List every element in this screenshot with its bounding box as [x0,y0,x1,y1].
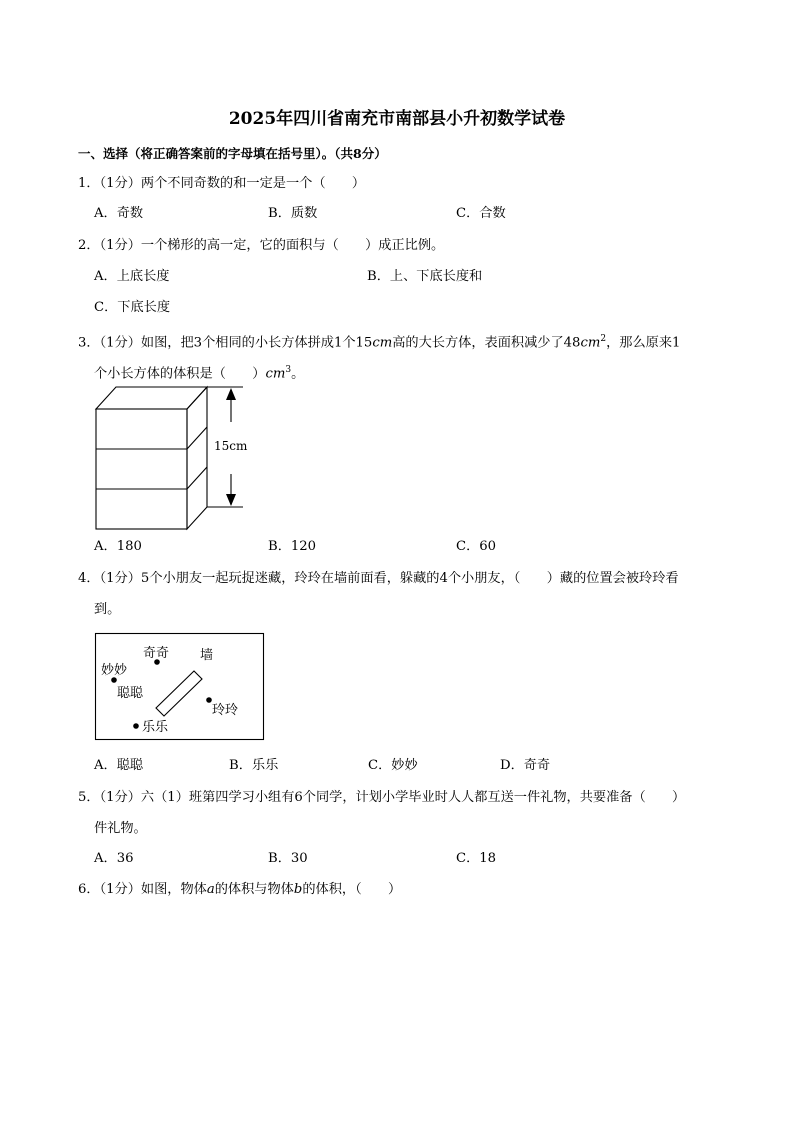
arrow-up-icon [226,388,236,400]
question-3-option-c[interactable]: C．60 [456,539,497,554]
question-2-option-b[interactable]: B．上、下底长度和 [367,269,483,284]
question-5-line-2: 件礼物。 [94,821,147,836]
wall-shape [156,671,202,716]
question-2-text: 2．（1分）一个梯形的高一定，它的面积与（ ）成正比例。 [78,238,445,253]
question-4-option-d[interactable]: D．奇奇 [500,758,551,773]
question-4-line-1: 4．（1分）5个小朋友一起玩捉迷藏，玲玲在墙前面看，躲藏的4个小朋友，（ ）藏的位置会被玲玲看 [78,571,679,586]
miaomiao-label: 妙妙 [101,663,128,678]
question-1-option-b[interactable]: B．质数 [268,206,318,221]
side-divider-2 [187,467,207,489]
question-1-option-c[interactable]: C．合数 [456,206,506,221]
lingling-dot [206,697,212,703]
wall-label: 墙 [200,648,214,663]
hide-and-seek-figure [94,632,266,742]
question-4-option-a[interactable]: A．聪聪 [94,758,144,773]
question-3-option-b[interactable]: B．120 [268,539,317,554]
congcong-label: 聪聪 [117,686,144,701]
page-title: 2025年四川省南充市南部县小升初数学试卷 [228,109,566,129]
question-4-option-c[interactable]: C．妙妙 [368,758,418,773]
qiqi-label: 奇奇 [143,646,170,661]
question-1-option-a[interactable]: A．奇数 [94,206,144,221]
question-1-text: 1．（1分）两个不同奇数的和一定是一个（ ） [78,176,366,191]
question-4-line-2: 到。 [94,602,121,617]
lingling-label: 玲玲 [212,703,239,718]
question-5-option-c[interactable]: C．18 [456,851,497,866]
question-5-option-b[interactable]: B．30 [268,851,308,866]
cuboid-front-face [96,409,187,529]
question-3-option-a[interactable]: A．180 [94,539,142,554]
lele-label: 乐乐 [142,720,169,735]
question-3-line-1: 3．（1分）如图，把3个相同的小长方体拼成1个15cm高的大长方体，表面积减少了$48cm^2$，那么原来1 [78,334,681,351]
lele-dot [133,723,139,729]
question-2-option-a[interactable]: A．上底长度 [94,269,170,284]
side-divider-1 [187,427,207,449]
stacked-cuboid-figure [80,380,280,540]
question-4-option-b[interactable]: B．乐乐 [229,758,279,773]
section-heading: 一、选择（将正确答案前的字母填在括号里）。（共8分） [78,146,387,161]
question-6-text: 6．（1分）如图，物体a的体积与物体b的体积，（ ） [78,882,402,897]
height-label: 15cm [214,439,248,453]
arrow-down-icon [226,494,236,506]
question-5-line-1: 5．（1分）六（1）班第四学习小组有6个同学，计划小学毕业时人人都互送一件礼物，共要准备（ ） [78,790,686,805]
question-3-line-2: 个小长方体的体积是（ ）$cm^3$。 [94,365,305,382]
cuboid-side-face [187,387,207,529]
question-2-option-c[interactable]: C．下底长度 [94,300,171,315]
miaomiao-dot [111,677,117,683]
question-5-option-a[interactable]: A．36 [94,851,134,866]
